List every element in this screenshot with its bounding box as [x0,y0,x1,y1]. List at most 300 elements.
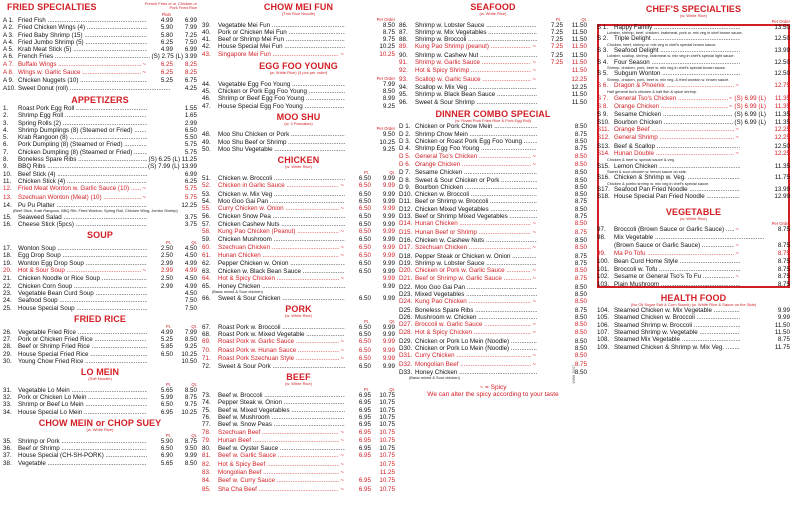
menu-item [399,29,587,36]
section-title: CHEF'S SPECIALTIES [645,4,742,14]
menu-section-chicken [202,155,395,302]
item-code: 65. [202,283,211,291]
item-code: D20. [399,267,413,275]
spicy-icon: ~ [532,322,536,329]
spicy-icon: ~ [532,60,536,67]
item-code: 38. [3,459,12,467]
item-name: Fried Jumbo Shrimp (5) ..... [18,39,147,46]
item-name: Beef w. Mixed Vegetables ..... [218,407,345,414]
item-code: 39. [202,21,211,29]
item-code: 37. [3,452,12,460]
menu-item [3,409,197,416]
item-code: D21. [399,275,413,283]
menu-item [3,39,197,46]
section-title: FRIED RICE [73,313,126,324]
item-name: Vegetable Bean Curd Soup ..... [18,290,147,297]
section-header [597,207,790,217]
item-price-small: 6.50 [358,338,371,346]
section-note: (Thin Rice Noodle) [281,11,316,16]
item-name: Chicken Snow Pea ..... [218,213,345,220]
item-code: 88. [399,36,408,44]
item-code: 13. [3,193,12,201]
menu-item [399,198,587,205]
menu-item [597,47,790,54]
section-note: (w. 4 Pancakes) [284,120,313,126]
item-price-large: 10.75 [379,406,395,414]
item-price-large: 11.50 [571,43,587,51]
menu-item [3,156,197,163]
menu-item [597,307,790,314]
item-price-large: 8.75 [382,28,395,36]
item-price-large: 12.99 [774,193,790,201]
item-code: 48. [202,131,211,139]
item-price-large: 11.25 [379,469,395,477]
item-price-large: 3.75 [184,213,197,221]
item-code: 12. [3,185,12,193]
item-price-small: 4.99 [160,17,173,24]
item-price-small: (S) 6.99 (L) [734,118,766,126]
item-price-large: 8.75 [777,265,790,273]
item-price-large: 7.99 [184,328,197,336]
item-code: 94. [399,83,408,91]
menu-item [202,252,395,260]
item-name: Hunan Chicken ..... [218,252,339,259]
item-description: Chicken & beef w. special sauce & veg. [607,158,675,163]
menu-item [3,61,197,69]
item-name: General Tso's Chicken ..... [614,95,728,102]
item-name: Szechuan Chicken ..... [218,244,339,251]
item-price-large: 11.50 [571,36,587,44]
item-price-small: 6.90 [160,452,173,460]
item-code: D23. [399,290,413,298]
item-price-small: 7.25 [550,59,563,67]
item-description: (Basic mixed & Sour chicken) [409,376,460,381]
item-price-large: 5.75 [184,148,197,156]
price-col-label-1 [343,126,369,131]
item-price-large: 8.75 [574,259,587,267]
item-name: Fried Chicken Wings (4) ..... [18,24,147,31]
item-name: Hunan Chicken ..... [415,220,531,227]
item-price-large: 11.35 [774,118,790,126]
section-header [3,95,197,105]
menu-item [3,267,197,275]
item-price-large: 4.50 [184,245,197,253]
menu-item [3,17,197,24]
section-note: (No Oil Sugar Salt & Corn Starch) (w. White Rice & Sauce on the Side) [630,301,757,307]
spicy-icon: ~ [532,161,536,168]
menu-item [399,153,587,161]
item-name: Shrimp or Pork ..... [18,438,147,445]
spicy-icon: ~ [532,276,536,283]
item-code: 14. [3,201,12,209]
menu-item [597,134,790,142]
menu-item [3,351,197,358]
spicy-legend: ~ = Spicy [479,383,507,391]
item-price-small: 6.50 [160,401,173,409]
menu-item [399,99,587,106]
price-col-label-2: Qt. [191,432,197,438]
price-col-label-1: Pt. [363,169,369,175]
item-price-small: 6.50 [358,346,371,354]
item-price-large: 8.75 [777,258,790,266]
item-price-large: 8.50 [574,345,587,353]
item-code: S 3. [597,47,609,54]
item-code: D29. [399,337,413,345]
item-price-small: 6.50 [358,323,371,331]
item-name: Sesame Chicken ..... [415,169,537,176]
menu-section-fried-specialties [3,2,197,92]
item-code: 68. [202,330,211,338]
menu-item [597,95,790,103]
spicy-icon: ~ [142,186,146,193]
item-price-large: 9.99 [382,243,395,251]
menu-item [597,70,790,77]
menu-item [3,245,197,252]
item-price-large: 9.25 [184,343,197,351]
item-code: D 4. [399,145,411,153]
item-price-small: 7.25 [550,51,563,59]
menu-item [3,85,197,92]
item-name: Chicken Noodle or Rice Soup ..... [18,275,147,282]
item-name: Seafood Pan Fried Noodle ..... [614,186,740,193]
item-code: 2. [3,112,9,120]
section-note: (w. White Rice) [680,13,707,18]
spicy-icon: ~ [735,242,739,249]
item-name: Moo Goo Gai Pan ..... [218,198,345,205]
price-col-label-2: Per Order [771,221,790,227]
menu-item [3,297,197,304]
price-col-label-2: Per Order [376,16,395,22]
item-price-large: 9.99 [777,307,790,315]
item-price-small: 6.50 [358,197,371,205]
item-name: Chicken Corn Soup ..... [18,283,147,290]
price-col-label-1: Pt. [165,432,171,438]
item-name: Young Chow Fried Rice ..... [18,358,147,365]
item-name: Shrimp or Beef Lo Mein ..... [18,401,147,408]
item-description: Half general tso's chicken & half fish & spice shrimp. [607,90,698,95]
menu-item [399,91,587,98]
item-code: 77. [202,421,211,429]
item-name: Steamed Chicken w. Broccoli ..... [614,314,740,321]
item-name: Orange Chicken ..... [415,161,531,168]
item-name: Honey Chicken ..... [415,369,537,376]
item-code: D33. [399,368,413,376]
item-name: Wonton Soup ..... [18,245,147,252]
item-name: Wonton Egg Drop Soup ..... [18,260,147,267]
item-code: 100. [597,258,610,266]
item-name: Cheese Stick (5pcs) ..... [18,221,147,228]
item-price-large: 6.99 [184,46,197,54]
item-name: Shrimp w. Black Bean Sauce ..... [415,91,537,98]
item-description: (Basic mixed & Sour chicken) [212,290,263,295]
item-price-small: 6.95 [358,445,371,453]
item-name: House Special Soup ..... [18,305,147,312]
item-code: 51. [202,174,211,182]
menu-item [3,77,197,84]
price-col-label-2: Qt. [389,387,395,393]
menu-item [399,36,587,43]
menu-item [202,228,395,236]
menu-item [597,258,790,265]
menu-item [597,150,790,158]
menu-item [3,178,197,185]
item-price-large: 9.99 [382,294,395,302]
menu-item [399,253,587,260]
item-name: Chicken w. Cashew Nuts ..... [415,237,537,244]
menu-item [3,69,197,77]
item-name: Chicken w. Broccoli ..... [218,175,345,182]
item-price-large: 9.99 [382,323,395,331]
item-name: General Shrimp ..... [614,134,734,141]
item-price-large: 8.75 [184,394,197,402]
item-code: 3. [3,119,9,127]
item-code: S17. [597,186,610,193]
item-name: Szechuan Wonton (Meat) (10) ..... [18,194,141,201]
menu-item [399,352,587,360]
item-price-large: 11.50 [774,321,790,329]
item-name: Seaweed Salad ..... [18,214,147,221]
item-price-large: 6.99 [184,17,197,24]
item-name: Beef w. Garlic Sauce ..... [218,452,339,459]
item-name: Sesame Chicken ..... [614,111,733,118]
item-code: 49. [202,138,211,146]
item-price-small: 6.50 [358,220,371,228]
item-price-large: 10.75 [379,460,395,468]
item-name: Curry Chicken ..... [415,352,531,359]
item-code: 71. [202,354,211,362]
item-price-small: 6.95 [358,406,371,414]
item-name: Chicken in Garlic Sauce ..... [218,182,339,189]
menu-item [399,338,587,345]
item-name: Pork or Chicken Mei Fun ..... [218,29,345,36]
item-code: 34. [3,408,12,416]
item-code: 101. [597,265,610,273]
menu-item [202,452,395,460]
menu-item [399,267,587,275]
item-price-large: 8.75 [184,437,197,445]
item-price-small: 6.50 [160,444,173,452]
item-code: D27. [399,321,413,329]
item-code: 96. [399,98,408,106]
item-price-large: 8.50 [574,183,587,191]
item-code: S 4. [597,58,609,66]
menu-item [3,305,197,312]
menu-item [202,486,395,494]
item-price-large: 10.75 [379,428,395,436]
item-price-large: 9.99 [382,346,395,354]
item-name: Boneless Spare Ribs ..... [18,156,147,163]
menu-item [202,182,395,190]
item-code: D31. [399,352,413,360]
item-price-small: 4.99 [160,328,173,336]
menu-section-appetizers [3,95,197,228]
menu-item [399,123,587,130]
menu-item [597,163,790,170]
item-name: Beef w. Oyster Sauce ..... [218,445,345,452]
item-code: D25. [399,306,413,314]
item-name: Egg Drop Soup ..... [18,252,147,259]
print-code: WW6 11/17 [572,365,576,384]
item-code: 84. [202,477,211,485]
item-price-large: 4.50 [184,275,197,283]
item-code: S 9. [597,111,609,119]
item-code: S15. [597,162,610,170]
menu-item [3,163,197,170]
item-code: A 4. [3,38,14,46]
section-title: PORK [285,304,312,315]
item-name: Hot & Spicy Shrimp ..... [415,67,531,74]
item-code: D 2. [399,130,411,138]
item-price-large: 8.50 [574,313,587,321]
item-price-large: 9.75 [382,36,395,44]
price-col-label-1 [343,76,369,81]
item-price-small: (S) 7.99 (L) 13.99 [148,163,197,171]
item-code: D28. [399,329,413,337]
item-price-small: 6.50 [358,228,371,236]
menu-item [3,202,197,209]
menu-item [202,22,395,29]
item-name: Chicken Cashew Nuts ..... [218,221,345,228]
item-name: Mushroom w. Chicken ..... [415,314,537,321]
section-header [202,304,395,314]
item-price-large: 11.35 [774,103,790,111]
item-price-small: 6.95 [358,436,371,444]
menu-column-2 [202,2,395,494]
section-title: SEAFOOD [470,2,516,12]
spicy-icon: ~ [340,244,344,251]
item-code: D12. [399,205,413,213]
item-price-large: 13.99 [774,47,790,54]
menu-item [597,143,790,150]
menu-item [597,266,790,273]
spicy-icon: ~ [340,355,344,362]
menu-item [202,407,395,414]
item-name: Vegetable Mei Fun ..... [218,22,345,29]
item-code: 41. [202,36,211,44]
section-header [399,109,587,119]
menu-item [202,139,395,146]
item-price-large: 4.50 [184,252,197,260]
menu-section-seafood [399,2,587,106]
item-name: General Tso's Chicken ..... [415,153,531,160]
section-title: VEGETABLE [665,206,722,217]
menu-item [399,76,587,84]
item-code: D11. [399,198,412,206]
item-price-large: 8.50 [382,21,395,29]
spicy-icon: ~ [340,478,344,485]
spicy-icon: ~ [728,95,733,102]
menu-section-lo-mein [3,367,197,416]
menu-item [3,394,197,401]
item-price-large: 8.50 [574,290,587,298]
item-name: Chicken Dumpling (8) (Steamed or Fried) ..... [18,149,147,156]
item-price-large: 8.50 [574,138,587,146]
item-name: Vegetable Lo Mein ..... [18,387,147,394]
item-code: 6. [3,141,9,149]
item-price-large: 11.50 [571,59,587,67]
item-name: Pu Pu Platter ..... [18,202,147,209]
menu-item [202,414,395,421]
item-price-large: 10.25 [379,138,395,146]
menu-item [3,460,197,467]
spicy-icon: ~ [340,429,344,436]
menu-item [202,146,395,153]
section-title: FRIED SPECIALTIES [7,2,97,12]
item-name: Steamed Shrimp w. Vegetable ..... [614,329,740,336]
item-name: Broccoli w. Tofu ..... [614,266,740,273]
item-name: Roast Pork w. Hunan Sauce ..... [218,347,339,354]
menu-item [202,355,395,363]
item-price-large: 8.50 [574,298,587,306]
item-name: Shrimp Egg Roll ..... [18,112,147,119]
item-code: 92. [399,67,408,75]
item-code: 66. [202,294,211,302]
menu-item [202,295,395,302]
item-price-large: 6.50 [184,126,197,134]
item-code: 97. [597,226,606,234]
menu-item [3,343,197,350]
item-price-large: 13.99 [774,186,790,193]
section-header [3,367,197,377]
menu-item [3,260,197,267]
item-name: Chicken Mixed Vegetables ..... [415,206,537,213]
menu-item [202,260,395,267]
item-description: Shrimp, chicken, pork, beef w. mix veg. & fried wonton w. brown sauce. [607,77,730,82]
menu-item [3,358,197,365]
spicy-icon: ~ [532,268,536,275]
item-name: Broccoli w. Garlic Sauce ..... [415,321,531,328]
menu-item [3,221,197,228]
item-name: Shrimp w. Lobster Sauce ..... [415,22,537,29]
item-price-large: 4.99 [184,259,197,267]
item-name: Chicken or Pork w. Garlic Sauce ..... [415,267,531,274]
item-price-large: 10.75 [379,445,395,453]
item-name: House Special Fried Rice ..... [18,351,147,358]
menu-item [3,438,197,445]
item-name: Beef w. Snow Peas ..... [218,421,345,428]
item-name: Dragon & Phoenix ..... [614,82,734,89]
item-price-large: 11.50 [571,91,587,99]
item-price-small: 5.80 [160,31,173,39]
item-name: Ma Po Tofu ..... [614,250,734,257]
item-name: Mongolian Beef ..... [218,469,339,476]
menu-item [3,252,197,259]
item-code: 95. [399,91,408,99]
item-price-small: 6.95 [358,485,371,493]
price-col-label-1 [738,221,764,226]
item-price-large: 3.75 [184,220,197,228]
item-code: S 1. [597,23,609,31]
item-price-small: 5.65 [160,386,173,394]
item-price-large: 8.50 [574,220,587,228]
item-code: 70. [202,346,211,354]
item-name: Beef Stick (4) ..... [18,171,147,178]
item-price-large: 9.99 [382,228,395,236]
menu-item [202,51,395,59]
item-price-small: 2.99 [160,267,173,275]
menu-item [202,221,395,228]
item-price-large: 12.25 [774,149,790,157]
menu-item [399,206,587,213]
menu-item [399,314,587,321]
item-name: Sweet & Sour Chicken ..... [218,295,345,302]
menu-item [202,477,395,485]
item-price-large: 9.99 [382,330,395,338]
menu-item [399,59,587,67]
price-col-label-1: Pt. [555,16,561,22]
item-price-large: 8.50 [574,152,587,160]
item-price-large: 10.25 [379,50,395,58]
